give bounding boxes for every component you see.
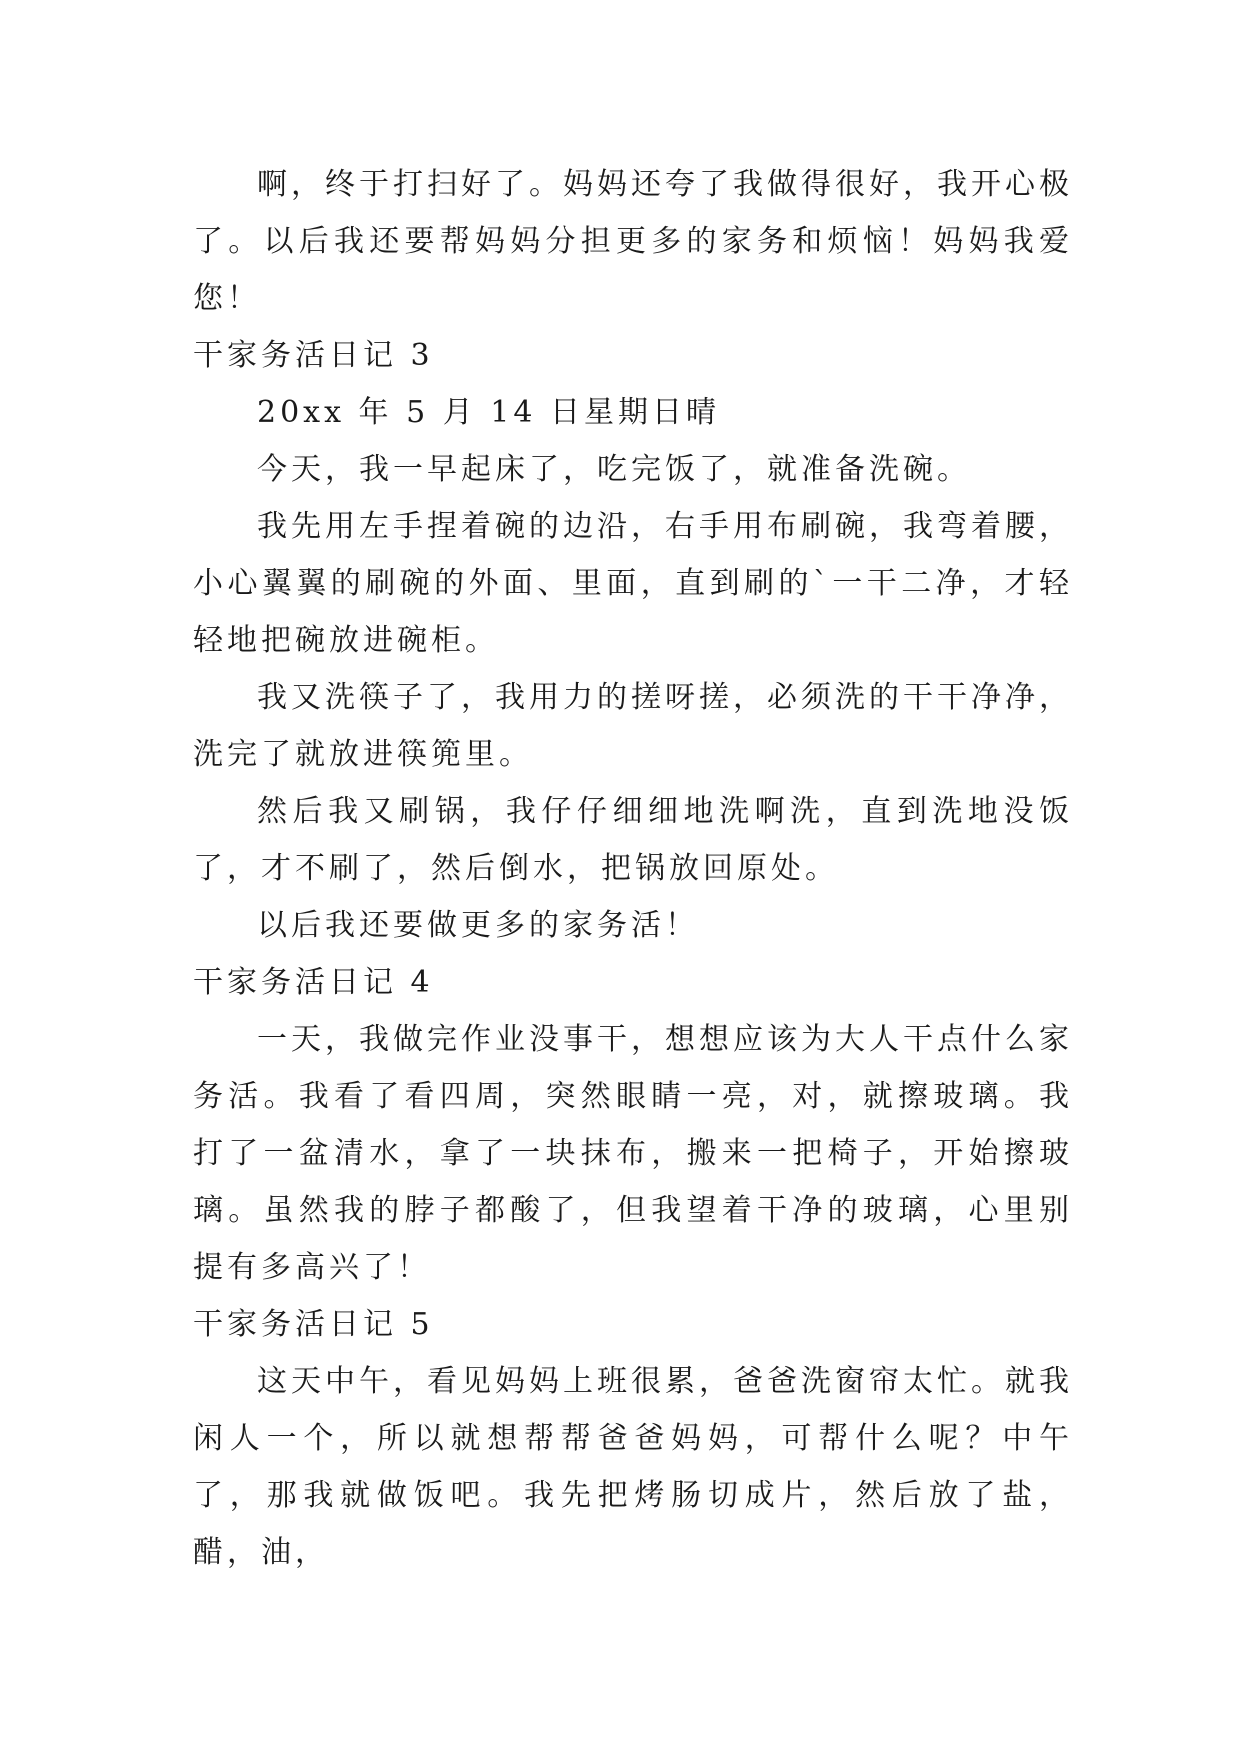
paragraph: 我又洗筷子了，我用力的搓呀搓，必须洗的干干净净，洗完了就放进筷篼里。 — [193, 680, 1073, 772]
document-page — [193, 156, 1073, 1581]
paragraph: 然后我又刷锅，我仔仔细细地洗啊洗，直到洗地没饭了，才不刷了，然后倒水，把锅放回原处。 — [193, 794, 1073, 886]
paragraph: 我先用左手捏着碗的边沿，右手用布刷碗，我弯着腰，小心翼翼的刷碗的外面、里面，直到刷的`一干二净，才轻轻地把碗放进碗柜。 — [193, 509, 1073, 658]
paragraph: 以后我还要做更多的家务活！ — [257, 908, 699, 943]
paragraph: 20xx 年 5 月 14 日星期日晴 — [257, 395, 720, 430]
paragraph: 啊，终于打扫好了。妈妈还夸了我做得很好，我开心极了。以后我还要帮妈妈分担更多的家务和烦恼！妈妈我爱您！ — [193, 167, 1073, 316]
paragraph: 一天，我做完作业没事干，想想应该为大人干点什么家务活。我看了看四周，突然眼睛一亮，对，就擦玻璃。我打了一盆清水，拿了一块抹布，搬来一把椅子，开始擦玻璃。虽然我的脖子都酸了，但我望着干净的玻璃，心里别提有多高兴了！ — [193, 1022, 1073, 1285]
paragraph: 这天中午，看见妈妈上班很累，爸爸洗窗帘太忙。就我闲人一个，所以就想帮帮爸爸妈妈，可帮什么呢？中午了，那我就做饭吧。我先把烤肠切成片，然后放了盐，醋，油， — [193, 1364, 1073, 1570]
paragraph: 今天，我一早起床了，吃完饭了，就准备洗碗。 — [257, 452, 971, 487]
section-heading: 干家务活日记 5 — [193, 1307, 434, 1342]
section-heading: 干家务活日记 4 — [193, 965, 434, 1000]
section-heading: 干家务活日记 3 — [193, 338, 434, 373]
